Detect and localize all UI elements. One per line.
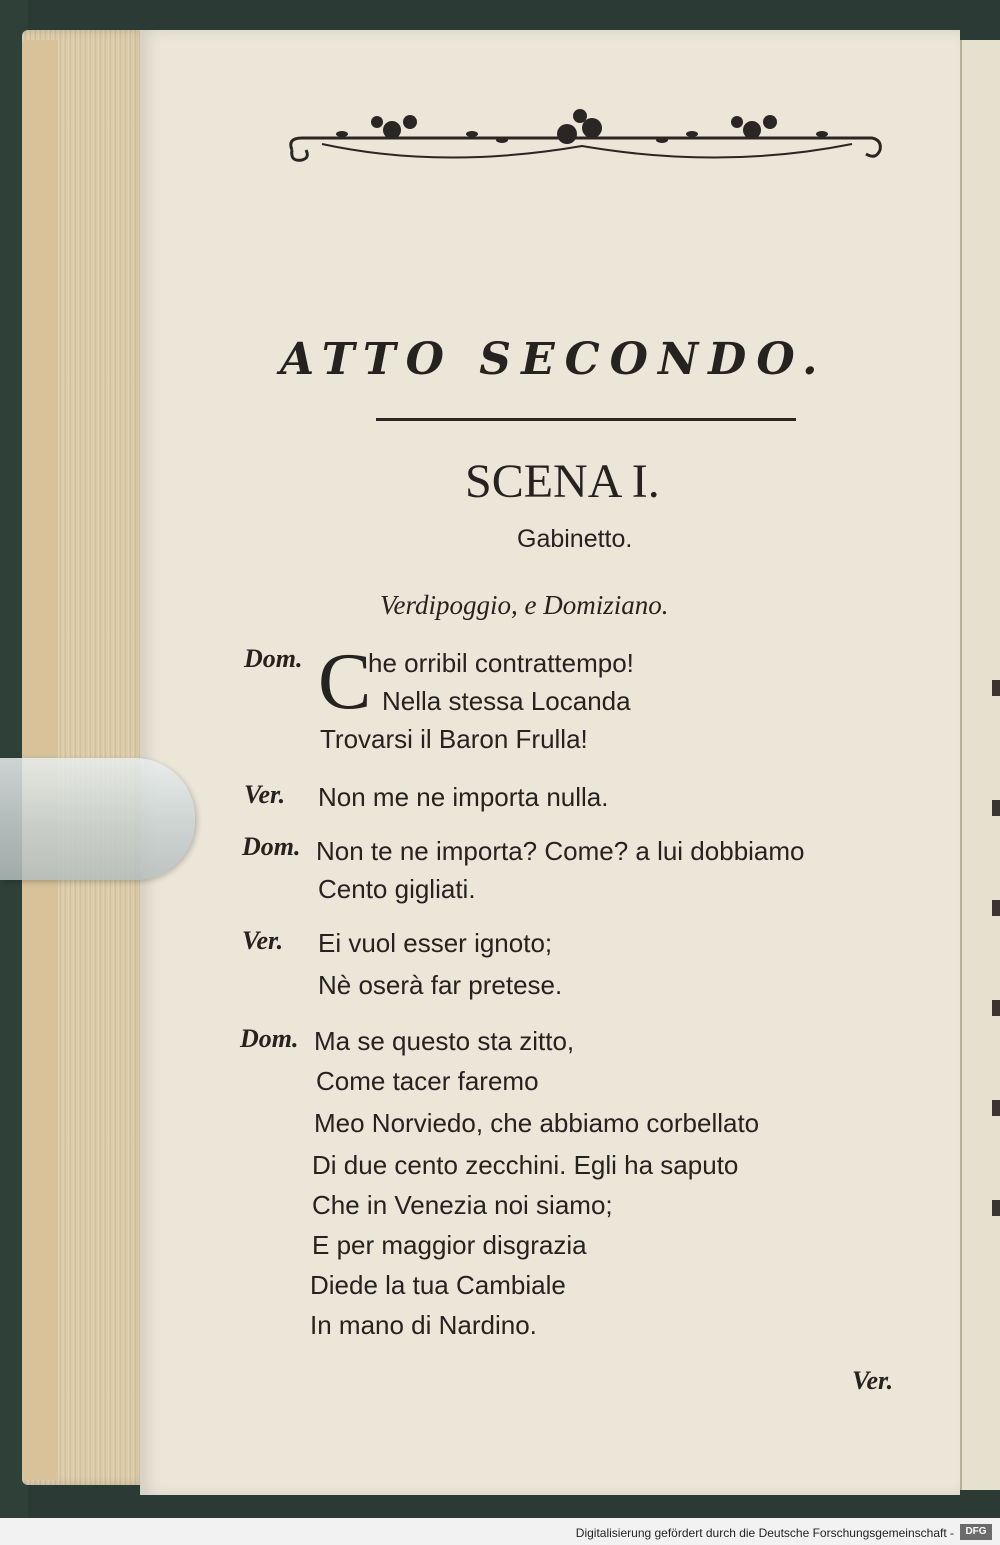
drop-cap: C (318, 638, 372, 726)
title-rule (376, 418, 796, 421)
verse-line: Ma se questo sta zitto, (314, 1026, 575, 1056)
verse-line: Diede la tua Cambiale (310, 1270, 566, 1300)
facing-page (960, 40, 1000, 1490)
catchword: Ver. (852, 1366, 894, 1395)
verse-line: Non te ne importa? Come? a lui dobbiamo (316, 836, 805, 866)
speaker-label: Dom. (244, 644, 303, 673)
speaker-label: Ver. (244, 780, 286, 809)
verse-line: Che in Venezia noi siamo; (312, 1190, 613, 1220)
verse-line: Cento gigliati. (318, 874, 476, 904)
verse-line: Nella stessa Locanda (382, 686, 631, 716)
verse-line: Come tacer faremo (316, 1066, 539, 1096)
footer-credit: Digitalisierung gefördert durch die Deutsche Forschungsgemeinschaft - (575, 1526, 954, 1540)
verse-line: E per maggior disgrazia (312, 1230, 587, 1260)
verse-line: Non me ne importa nulla. (318, 782, 609, 812)
verse-line: he orribil contrattempo! (368, 648, 634, 678)
act-title: ATTO SECONDO. (280, 334, 828, 385)
verse-line: In mano di Nardino. (310, 1310, 537, 1340)
scene-characters: Verdipoggio, e Domiziano. (380, 590, 669, 620)
scene-title: SCENA I. (465, 455, 660, 508)
speaker-label: Dom. (242, 832, 301, 861)
verse-line: Di due cento zecchini. Egli ha saputo (312, 1150, 739, 1180)
verse-line: Nè oserà far pretese. (318, 970, 563, 1000)
verse-line: Ei vuol esser ignoto; (318, 928, 553, 958)
page-clip (0, 758, 195, 880)
verse-line: Meo Norviedo, che abbiamo corbellato (314, 1108, 760, 1138)
verse-line: Trovarsi il Baron Frulla! (320, 724, 588, 754)
speaker-label: Dom. (240, 1024, 299, 1053)
dfg-logo: DFG (960, 1524, 992, 1540)
floral-garland-icon (282, 100, 886, 180)
scene-place: Gabinetto. (517, 525, 633, 553)
speaker-label: Ver. (242, 926, 284, 955)
